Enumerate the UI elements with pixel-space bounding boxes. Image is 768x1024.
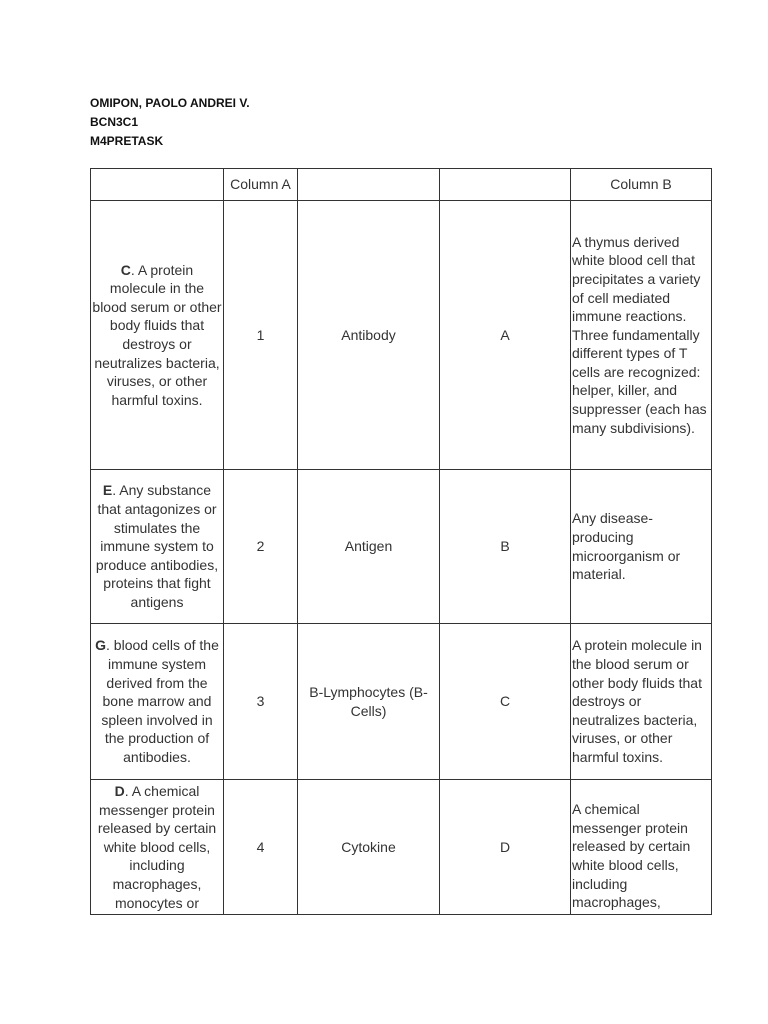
answer-column-header: [91, 169, 224, 201]
definition-cell: [571, 780, 712, 915]
definition-text: A chemical messenger protein released by certain white blood cells, including macrophages,: [572, 801, 691, 911]
task-title: M4PRETASK: [90, 134, 164, 148]
choice-letter: C: [440, 624, 571, 780]
answer-text: . A chemical messenger protein released by certain white blood cells, including macrophages, monocytes or: [97, 783, 217, 911]
table-row: [91, 470, 712, 624]
term-cell: Antibody: [298, 201, 440, 470]
term-cell: Cytokine: [298, 780, 440, 915]
answer-cell: [91, 780, 224, 915]
section-code: BCN3C1: [90, 115, 139, 129]
definition-cell: A protein molecule in the blood serum or other body fluids that destroys or neutralizes bacteria, viruses, or other harmful toxins.: [571, 624, 712, 780]
table-row: [91, 201, 712, 470]
term-cell: Antigen: [298, 470, 440, 624]
answer-letter: C: [120, 261, 131, 278]
student-name: OMIPON, PAOLO ANDREI V.: [90, 96, 250, 110]
choice-letter: D: [440, 780, 571, 915]
table-header-row: [91, 169, 712, 201]
answer-cell: [91, 624, 224, 780]
answer-text: . A protein molecule in the blood serum or other body fluids that destroys or neutralizes bacteria, viruses, or other harmful toxins.: [92, 261, 222, 408]
item-number: 3: [224, 624, 298, 780]
table-row: [91, 624, 712, 780]
answer-clip: [92, 782, 222, 912]
answer-cell: [91, 201, 224, 470]
item-number: 4: [224, 780, 298, 915]
document-header: [90, 94, 250, 151]
answer-text: . Any substance that antagonizes or stimulates the immune system to produce antibodies, proteins that fight antigens: [95, 482, 219, 610]
choice-letter: A: [440, 201, 571, 470]
column-b-header: Column B: [571, 169, 712, 201]
term-column-header: [298, 169, 440, 201]
column-a-header: Column A: [224, 169, 298, 201]
matching-table: [90, 168, 712, 915]
answer-cell: [91, 470, 224, 624]
item-number: 2: [224, 470, 298, 624]
item-number: 1: [224, 201, 298, 470]
definition-cell: A thymus derived white blood cell that precipitates a variety of cell mediated immune reactions. Three fundamentally different types of T cells are recognized: helper, killer, and suppresser (each has many subdivisions).: [571, 201, 712, 470]
table-row: [91, 780, 712, 915]
choice-letter: B: [440, 470, 571, 624]
answer-letter: G: [95, 637, 107, 654]
answer-letter: D: [114, 783, 125, 799]
answer-text: . blood cells of the immune system derived from the bone marrow and spleen involved in the production of antibodies.: [101, 637, 219, 765]
definition-cell: Any disease-producing microorganism or material.: [571, 470, 712, 624]
letter-column-header: [440, 169, 571, 201]
answer-letter: E: [102, 482, 113, 499]
term-cell: B-Lymphocytes (B-Cells): [298, 624, 440, 780]
